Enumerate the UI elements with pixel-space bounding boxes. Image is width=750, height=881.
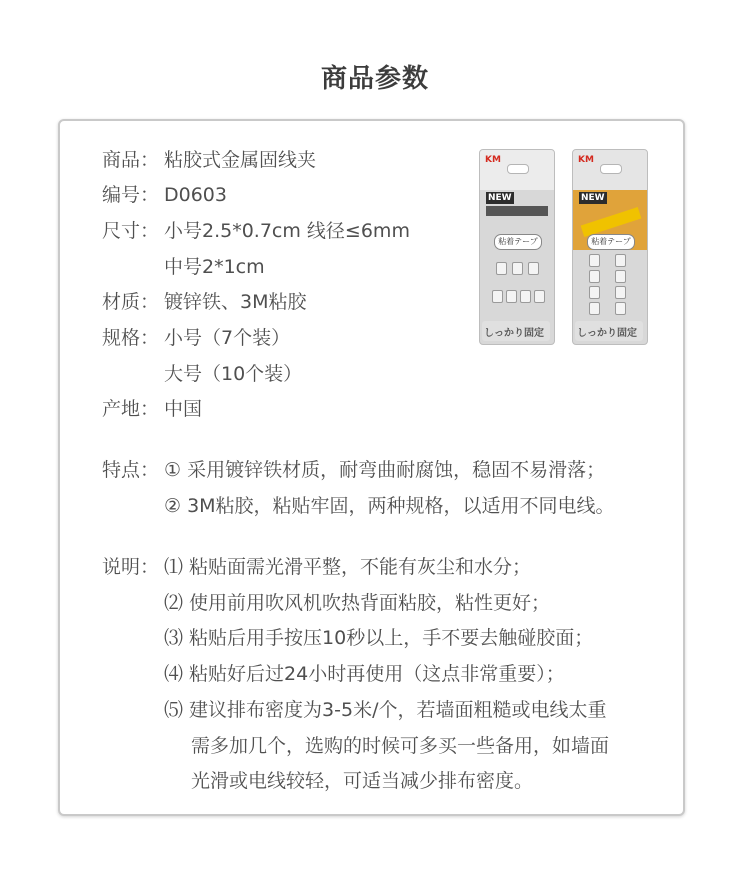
spec-value: D0603 [164, 184, 227, 206]
package-footer-text: しっかり固定 [577, 328, 637, 339]
spec-value: 小号2.5*0.7cm 线径≤6mm [164, 220, 410, 242]
clip [506, 290, 517, 303]
notes-label: 说明： [102, 556, 160, 578]
clip [492, 290, 503, 303]
features-row [102, 458, 605, 482]
spec-label: 编号： [102, 184, 160, 206]
clip [589, 286, 600, 299]
clip [589, 254, 600, 267]
clip-group [585, 254, 635, 310]
clip [534, 290, 545, 303]
spec-row-specification [102, 326, 290, 350]
spec-value: 小号（7个装） [164, 327, 291, 349]
feature-item: ② 3M粘胶，粘贴牢固，两种规格，以适用不同电线。 [164, 495, 615, 517]
clip [520, 290, 531, 303]
product-image-large-pack [572, 149, 648, 345]
package-footer-text: しっかり固定 [484, 328, 544, 339]
spec-row-material [102, 290, 306, 314]
brand-logo: KM [485, 155, 501, 165]
features-label: 特点： [102, 459, 160, 481]
clip-group [492, 258, 542, 314]
spec-label: 产地： [102, 398, 160, 420]
clip [615, 270, 626, 283]
package-subtitle-strip [486, 206, 548, 216]
spec-value: 镀锌铁、3M粘胶 [164, 291, 307, 313]
spec-value: 中国 [164, 398, 203, 420]
tape-tag: 粘着テープ [587, 234, 635, 250]
spec-value-continued: 中号2*1cm [164, 256, 265, 278]
spec-label: 尺寸： [102, 220, 160, 242]
tape-tag: 粘着テープ [494, 234, 542, 250]
spec-row-code [102, 183, 227, 207]
spec-row-origin [102, 397, 202, 421]
note-item: ⑷ 粘贴好后过24小时再使用（这点非常重要）； [164, 663, 565, 685]
clip [615, 286, 626, 299]
clip [589, 302, 600, 315]
page-title: 商品参数 [320, 64, 429, 94]
clip [496, 262, 507, 275]
clip [615, 302, 626, 315]
hang-hole [507, 164, 529, 174]
clip [512, 262, 523, 275]
spec-label: 商品： [102, 149, 160, 171]
clip [589, 270, 600, 283]
spec-value: 粘胶式金属固线夹 [164, 149, 317, 171]
spec-label: 材质： [102, 291, 160, 313]
feature-item: ① 采用镀锌铁材质，耐弯曲耐腐蚀，稳固不易滑落； [164, 459, 606, 481]
product-image-small-pack [479, 149, 555, 345]
clip [615, 254, 626, 267]
note-item: ⑸ 建议排布密度为3-5米/个，若墙面粗糙或电线太重 [164, 699, 607, 721]
note-item: ⑶ 粘贴后用手按压10秒以上，手不要去触碰胶面； [164, 627, 594, 649]
spec-card [58, 119, 685, 816]
spec-label: 规格： [102, 327, 160, 349]
new-badge: NEW [581, 193, 605, 203]
notes-row [102, 555, 531, 579]
note-item: ⑴ 粘贴面需光滑平整，不能有灰尘和水分； [164, 556, 532, 578]
note-item: ⑵ 使用前用吹风机吹热背面粘胶，粘性更好； [164, 592, 551, 614]
brand-logo: KM [578, 155, 594, 165]
clip [528, 262, 539, 275]
new-badge: NEW [488, 193, 512, 203]
note-item-continued: 需多加几个，选购的时候可多买一些备用，如墙面 [191, 735, 610, 757]
spec-value-continued: 大号（10个装） [164, 363, 303, 385]
spec-row-size [102, 219, 410, 243]
note-item-continued: 光滑或电线较轻，可适当减少排布密度。 [191, 770, 534, 792]
spec-row-product [102, 148, 316, 172]
hang-hole [600, 164, 622, 174]
